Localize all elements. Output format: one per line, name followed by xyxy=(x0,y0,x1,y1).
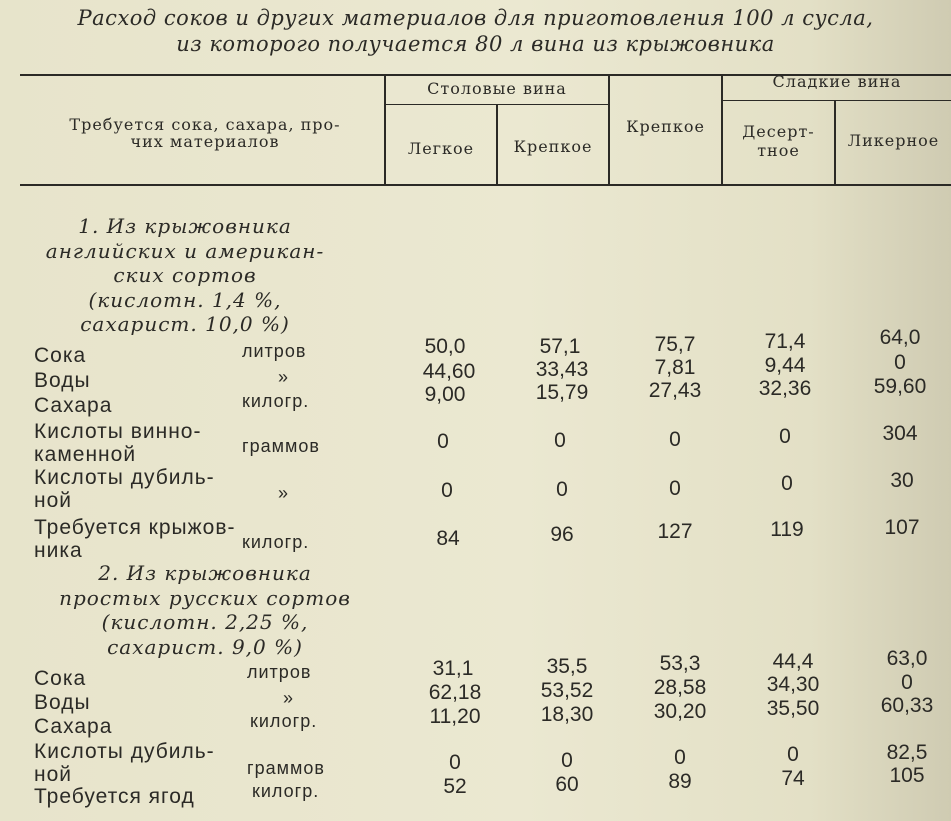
section-2-title: 2. Из крыжовника простых русских сортов (кислотн. 2,25 %, сахарист. 9,0 %) xyxy=(59,561,351,659)
s2-r4-c2: 0 xyxy=(561,749,573,772)
s2-r3-c5: 60,33 xyxy=(880,694,934,717)
table-title-line-1: Расход соков и других материалов для приготовления 100 л сусла, xyxy=(77,6,874,30)
s2-r1-c1: 31,1 xyxy=(432,657,474,680)
header-group-sweet-wines: Сладкие вина xyxy=(772,72,902,91)
s1-r5-c5: 30 xyxy=(890,469,914,492)
s2-row-5-unit: килогр. xyxy=(252,781,320,801)
s1-r3-c3: 27,43 xyxy=(648,379,702,402)
s2-row-1-unit: литров xyxy=(247,662,312,682)
s1-row-5-label: Кислоты дубиль- ной xyxy=(34,466,215,512)
s1-r3-c5: 59,60 xyxy=(873,375,927,398)
s1-r3-c1: 9,00 xyxy=(424,383,466,406)
header-bottom-rule xyxy=(20,184,951,186)
s2-r5-c3: 89 xyxy=(668,770,692,793)
s1-r3-c4: 32,36 xyxy=(758,377,812,400)
s2-r3-c4: 35,50 xyxy=(766,697,820,720)
header-col-dessert: Десерт- тное xyxy=(742,122,815,160)
s1-r1-c5: 64,0 xyxy=(879,326,921,349)
s1-r6-c2: 96 xyxy=(550,523,574,546)
s1-r2-c2: 33,43 xyxy=(535,358,589,381)
header-col-fortified: Крепкое xyxy=(626,117,705,136)
sweet-wines-rule xyxy=(722,100,951,101)
s2-r4-c1: 0 xyxy=(449,751,461,774)
s1-r4-c1: 0 xyxy=(437,430,449,453)
s2-r1-c2: 35,5 xyxy=(546,655,588,678)
s2-r4-c5: 82,5 xyxy=(886,741,928,764)
header-col-light: Легкое xyxy=(407,139,475,158)
s2-row-2-label: Воды xyxy=(34,691,91,714)
s1-r3-c2: 15,79 xyxy=(535,381,589,404)
s1-row-3-unit: килогр. xyxy=(242,391,310,411)
s1-row-3-label: Сахара xyxy=(34,394,113,417)
header-group-table-wines: Столовые вина xyxy=(427,79,567,98)
s1-row-4-label: Кислоты винно- каменной xyxy=(34,420,202,466)
s2-r5-c4: 74 xyxy=(781,767,805,790)
s2-row-2-unit: » xyxy=(283,688,295,708)
s1-row-2-label: Воды xyxy=(34,369,91,392)
s1-r4-c2: 0 xyxy=(554,429,566,452)
s2-row-4-label: Кислоты дубиль- ной xyxy=(34,740,215,786)
s2-r1-c4: 44,4 xyxy=(772,650,814,673)
s1-r6-c4: 119 xyxy=(770,518,804,541)
s1-r6-c1: 84 xyxy=(436,527,460,550)
s2-r5-c5: 105 xyxy=(889,764,925,787)
s2-r5-c2: 60 xyxy=(555,773,579,796)
s2-r1-c5: 63,0 xyxy=(886,647,928,670)
s1-row-1-unit: литров xyxy=(242,341,307,361)
s2-r3-c3: 30,20 xyxy=(653,700,707,723)
s1-r6-c3: 127 xyxy=(657,520,693,543)
s1-r6-c5: 107 xyxy=(884,516,920,539)
s1-r5-c2: 0 xyxy=(556,478,568,501)
s1-row-5-unit: » xyxy=(278,483,290,503)
s2-row-4-unit: граммов xyxy=(247,758,325,778)
s2-r2-c1: 62,18 xyxy=(428,681,482,704)
s2-row-3-unit: килогр. xyxy=(250,711,318,731)
s1-r2-c4: 9,44 xyxy=(764,354,806,377)
s2-r2-c4: 34,30 xyxy=(766,673,820,696)
s2-r4-c3: 0 xyxy=(674,746,686,769)
s1-r4-c4: 0 xyxy=(779,425,791,448)
s2-r1-c3: 53,3 xyxy=(659,652,701,675)
s1-r5-c1: 0 xyxy=(441,479,453,502)
s1-r2-c1: 44,60 xyxy=(422,360,476,383)
section-1-title: 1. Из крыжовника английских и американ- ских сортов (кислотн. 1,4 %, сахарист. 10,0 %) xyxy=(45,214,325,336)
s2-r3-c2: 18,30 xyxy=(540,703,594,726)
s2-row-3-label: Сахара xyxy=(34,715,113,738)
s1-row-2-unit: » xyxy=(278,367,290,387)
s1-row-6-unit: килогр. xyxy=(242,532,310,552)
s2-r5-c1: 52 xyxy=(443,775,467,798)
header-row-label: Требуется сока, сахара, про- чих материалов xyxy=(69,115,341,151)
s1-row-6-label: Требуется крыжов- ника xyxy=(34,516,236,562)
s2-row-1-label: Сока xyxy=(34,667,87,690)
s1-row-4-unit: граммов xyxy=(242,436,320,456)
s1-r1-c1: 50,0 xyxy=(424,335,466,358)
s1-r5-c4: 0 xyxy=(781,472,793,495)
s2-r2-c5: 0 xyxy=(901,671,913,694)
s2-r3-c1: 11,20 xyxy=(429,705,481,728)
s2-r2-c3: 28,58 xyxy=(653,676,707,699)
s1-r4-c5: 304 xyxy=(882,422,918,445)
s2-r2-c2: 53,52 xyxy=(540,679,594,702)
header-col-liqueur: Ликерное xyxy=(847,131,940,150)
s1-r1-c2: 57,1 xyxy=(539,335,581,358)
s2-row-5-label: Требуется ягод xyxy=(34,785,195,808)
header-col-strong: Крепкое xyxy=(513,137,593,156)
s1-r2-c3: 7,81 xyxy=(654,356,696,379)
s2-r4-c4: 0 xyxy=(787,743,799,766)
s1-r4-c3: 0 xyxy=(669,428,681,451)
s1-r1-c3: 75,7 xyxy=(654,333,696,356)
s1-row-1-label: Сока xyxy=(34,344,87,367)
s1-r5-c3: 0 xyxy=(669,477,681,500)
table-title-line-2: из которого получается 80 л вина из крыжовника xyxy=(176,32,775,56)
s1-r1-c4: 71,4 xyxy=(764,330,806,353)
s1-r2-c5: 0 xyxy=(894,351,906,374)
